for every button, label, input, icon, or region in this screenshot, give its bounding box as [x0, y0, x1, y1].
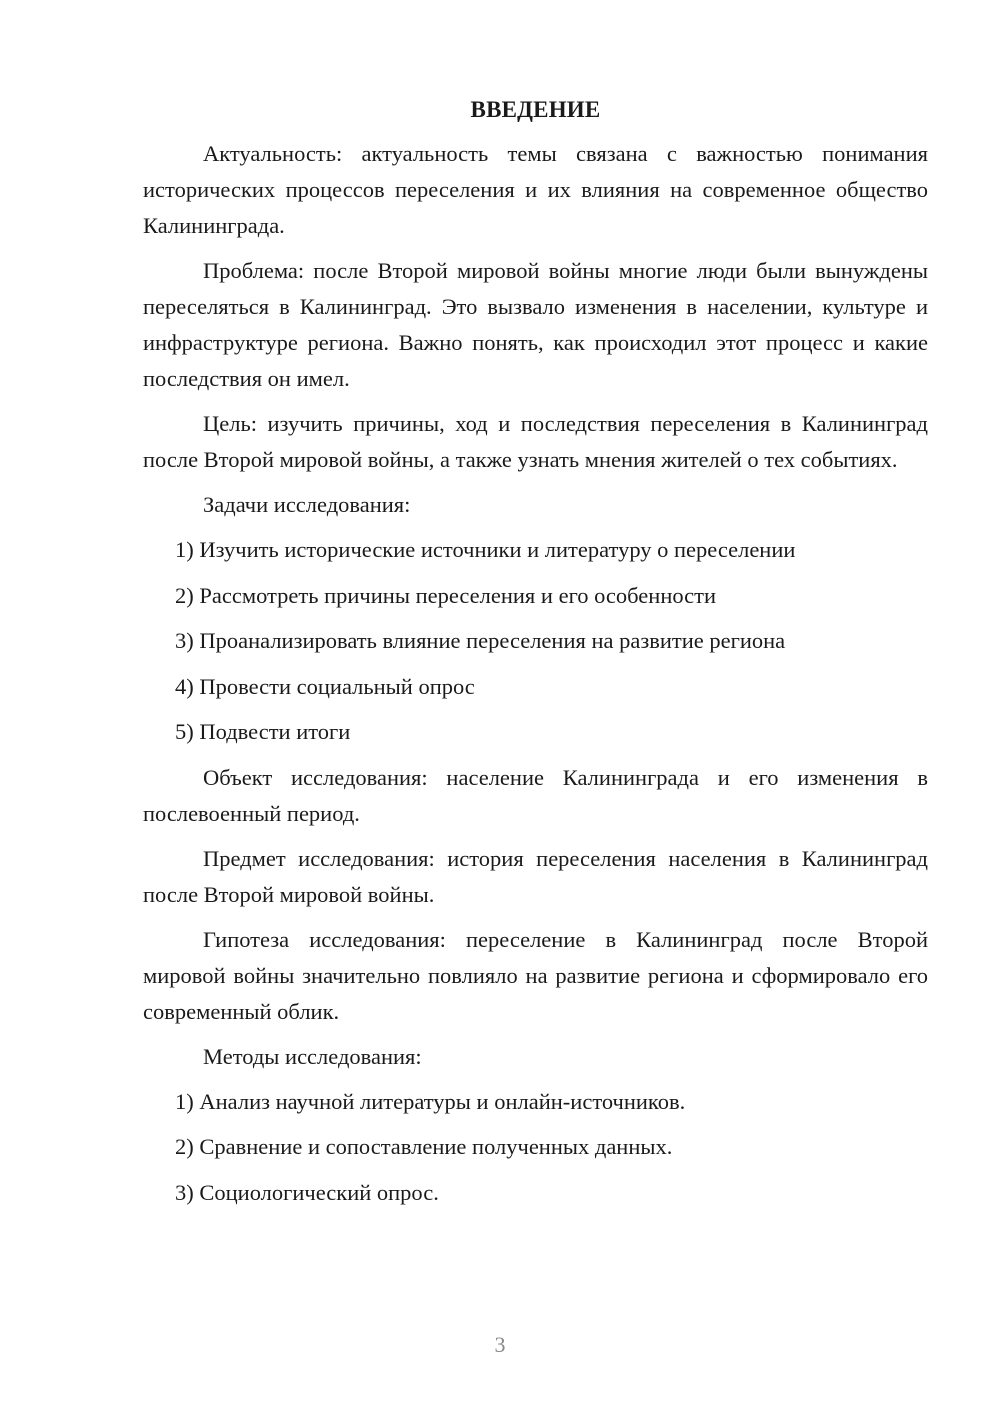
page-title: ВВЕДЕНИЕ — [470, 97, 601, 122]
page-content — [143, 92, 928, 1220]
list-item: 2) Рассмотреть причины переселения и его особенности — [175, 582, 717, 608]
list-item: 4) Провести социальный опрос — [175, 673, 475, 699]
paragraph-hypothesis: Гипотеза исследования: переселение в Калининград после Второй мировой войны значительно повлияло на развитие региона и сформировало его современный облик. — [143, 926, 928, 1024]
paragraph-problem: Проблема: после Второй мировой войны многие люди были вынуждены переселяться в Калининград. Это вызвало изменения в населении, культуре и инфраструктуре региона. Важно понять, как происходил этот процесс и какие последствия он имел. — [143, 258, 928, 391]
paragraph-object: Объект исследования: население Калининграда и его изменения в послевоенный период. — [143, 764, 928, 826]
tasks-list — [143, 532, 928, 750]
list-item: 3) Социологический опрос. — [175, 1179, 439, 1205]
list-item: 3) Проанализировать влияние переселения на развитие региона — [175, 628, 786, 653]
methods-heading: Методы исследования: — [203, 1043, 422, 1069]
paragraph-relevance: Актуальность: актуальность темы связана с важностью понимания исторических процессов переселения и их влияния на современное общество Калининграда. — [143, 141, 928, 238]
paragraph-subject: Предмет исследования: история переселения населения в Калининград после Второй мировой войны. — [143, 845, 928, 907]
page-number: 3 — [494, 1332, 506, 1357]
list-item: 1) Изучить исторические источники и литературу о переселении — [175, 537, 796, 562]
paragraph-goal: Цель: изучить причины, ход и последствия переселения в Калининград после Второй мировой войны, а также узнать мнения жителей о тех событиях. — [143, 411, 928, 472]
methods-list — [143, 1084, 928, 1211]
list-item: 1) Анализ научной литературы и онлайн-источников. — [175, 1088, 686, 1114]
list-item: 2) Сравнение и сопоставление полученных данных. — [175, 1134, 673, 1159]
tasks-heading: Задачи исследования: — [203, 492, 411, 517]
list-item: 5) Подвести итоги — [175, 719, 351, 744]
